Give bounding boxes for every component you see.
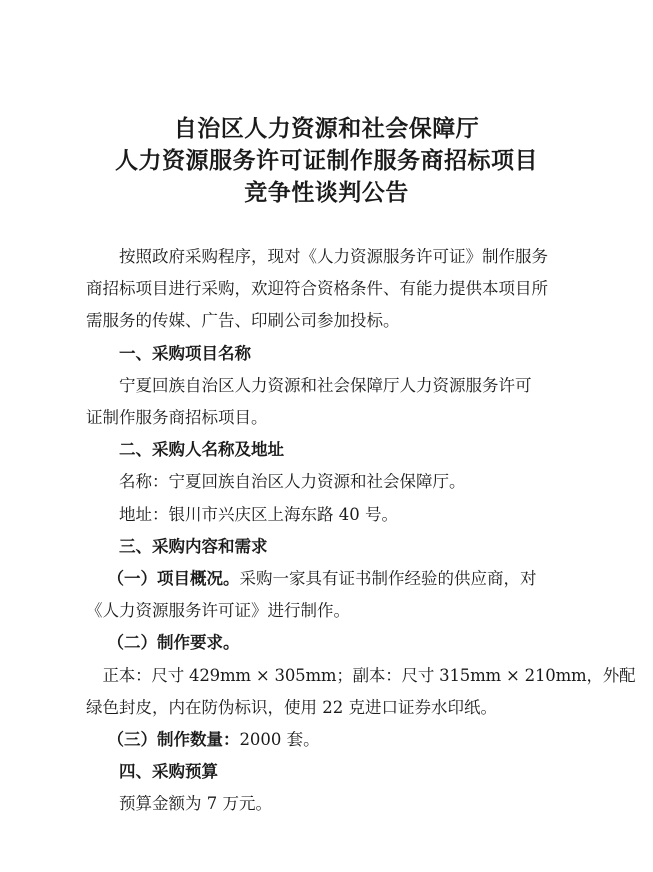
item-2-paragraph: [86, 660, 636, 724]
intro-line-2: 商招标项目进行采购，欢迎符合资格条件、有能力提供本项目所: [86, 279, 548, 299]
item-2-line-1: 正本：尺寸 429mm × 305mm；副本：尺寸 315mm × 210mm，外配: [102, 665, 636, 685]
item-3-paragraph: [86, 724, 572, 756]
document-title: [0, 114, 653, 208]
section-1-line-2: 证制作服务商招标项目。: [86, 408, 268, 428]
item-1-first-line: [86, 563, 572, 595]
purchaser-address: 地址：银川市兴庆区上海东路 40 号。: [119, 504, 398, 524]
intro-paragraph: [86, 241, 572, 338]
item-1-paragraph: [86, 563, 572, 627]
intro-line-1: 按照政府采购程序，现对《人力资源服务许可证》制作服务: [119, 247, 548, 266]
section-1-text: [86, 370, 572, 434]
section-1-line-1: 宁夏回族自治区人力资源和社会保障厅人力资源服务许可: [119, 375, 532, 395]
item-2-label: （二）制作要求。: [107, 633, 240, 653]
title-line-3: 竞争性谈判公告: [244, 179, 409, 206]
document-body: [86, 241, 636, 821]
item-1-label: （一）项目概况。: [107, 569, 240, 589]
section-4-heading: 四、采购预算: [119, 762, 218, 782]
section-1-heading: 一、采购项目名称: [119, 343, 251, 363]
item-3-value: 2000 套。: [239, 730, 320, 750]
item-3-label: （三）制作数量：: [107, 730, 240, 750]
item-1-line-1: 采购一家具有证书制作经验的供应商，对: [239, 569, 537, 589]
section-2-heading: 二、采购人名称及地址: [119, 440, 284, 460]
item-2-line-2: 绿色封皮，内在防伪标识，使用 22 克进口证券水印纸。: [86, 697, 497, 717]
title-line-1: 自治区人力资源和社会保障厅: [173, 115, 480, 142]
section-4-text: 预算金额为 7 万元。: [119, 794, 272, 814]
title-line-2: 人力资源服务许可证制作服务商招标项目: [115, 147, 538, 174]
item-2-heading: [86, 627, 572, 659]
section-3-heading: 三、采购内容和需求: [119, 536, 268, 556]
purchaser-name: 名称：宁夏回族自治区人力资源和社会保障厅。: [119, 472, 466, 492]
intro-line-3: 需服务的传媒、广告、印刷公司参加投标。: [86, 311, 400, 331]
item-1-line-2: 《人力资源服务许可证》进行制作。: [86, 601, 350, 621]
